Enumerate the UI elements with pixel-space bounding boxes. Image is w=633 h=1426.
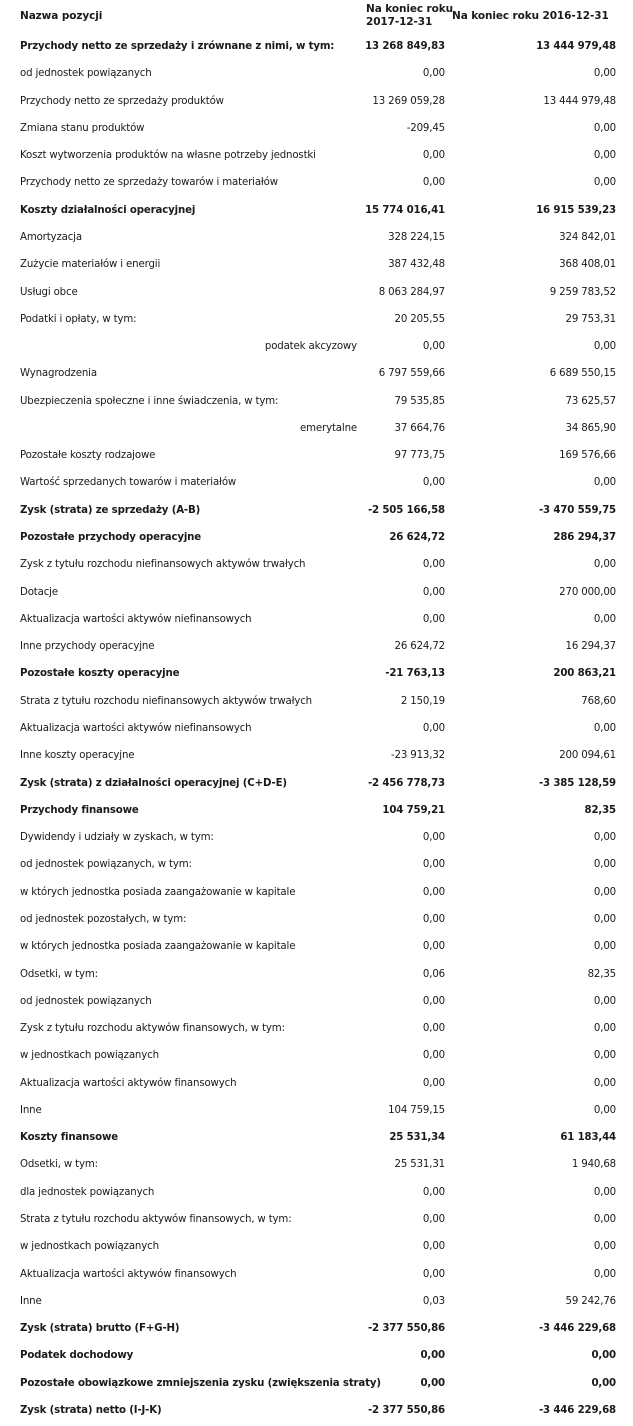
row-value-2017: 0,00 xyxy=(422,1078,445,1089)
row-label: Przychody netto ze sprzedaży i zrównane z nimi, w tym: xyxy=(20,41,335,52)
table-row xyxy=(0,150,633,166)
row-value-2016: 34 865,90 xyxy=(565,423,616,434)
table-row xyxy=(0,805,633,821)
row-value-2017: 387 432,48 xyxy=(388,259,445,270)
row-value-2016: 0,00 xyxy=(593,1241,616,1252)
row-value-2016: 0,00 xyxy=(593,614,616,625)
row-value-2017: 328 224,15 xyxy=(388,232,445,243)
row-value-2016: 16 294,37 xyxy=(565,641,616,652)
row-value-2016: 0,00 xyxy=(593,1187,616,1198)
row-value-2017: -2 456 778,73 xyxy=(367,778,445,789)
header-col-2016: Na koniec roku 2016-12-31 xyxy=(452,10,609,22)
row-label: podatek akcyzowy xyxy=(264,341,357,352)
row-value-2016: 768,60 xyxy=(581,696,616,707)
table-row xyxy=(0,205,633,221)
row-value-2017: 0,03 xyxy=(422,1296,445,1307)
row-value-2017: 0,00 xyxy=(422,941,445,952)
row-label: Koszty działalności operacyjnej xyxy=(20,205,196,216)
row-value-2016: 0,00 xyxy=(593,941,616,952)
row-value-2016: 29 753,31 xyxy=(565,314,616,325)
row-label: Zysk (strata) brutto (F+G-H) xyxy=(20,1323,180,1334)
row-value-2017: 0,00 xyxy=(422,614,445,625)
row-value-2017: 26 624,72 xyxy=(394,641,445,652)
row-value-2017: 0,00 xyxy=(422,1241,445,1252)
table-row xyxy=(0,641,633,657)
row-value-2017: 0,00 xyxy=(422,150,445,161)
table-row xyxy=(0,41,633,57)
row-value-2017: 97 773,75 xyxy=(394,450,445,461)
row-value-2017: 0,00 xyxy=(422,477,445,488)
table-row xyxy=(0,832,633,848)
row-value-2017: 8 063 284,97 xyxy=(378,287,445,298)
row-value-2017: 104 759,15 xyxy=(388,1105,445,1116)
row-value-2016: 9 259 783,52 xyxy=(549,287,616,298)
row-value-2016: 0,00 xyxy=(593,1214,616,1225)
row-label: Podatki i opłaty, w tym: xyxy=(20,314,137,325)
row-value-2017: -21 763,13 xyxy=(385,668,445,679)
row-value-2017: 0,00 xyxy=(422,859,445,870)
table-row xyxy=(0,887,633,903)
row-value-2016: 82,35 xyxy=(587,969,616,980)
row-label: Pozostałe koszty operacyjne xyxy=(20,668,180,679)
row-value-2016: 59 242,76 xyxy=(565,1296,616,1307)
row-value-2016: 286 294,37 xyxy=(553,532,616,543)
row-label: Zysk (strata) z działalności operacyjnej (C+D-E) xyxy=(20,778,287,789)
row-label: Wynagrodzenia xyxy=(20,368,97,379)
row-label: Wartość sprzedanych towarów i materiałów xyxy=(20,477,237,488)
row-label: Aktualizacja wartości aktywów niefinansowych xyxy=(20,614,252,625)
row-value-2017: 0,00 xyxy=(422,341,445,352)
table-row xyxy=(0,68,633,84)
row-label: dla jednostek powiązanych xyxy=(20,1187,155,1198)
row-value-2017: 20 205,55 xyxy=(394,314,445,325)
row-label: Usługi obce xyxy=(20,287,78,298)
row-value-2017: 0,00 xyxy=(422,1269,445,1280)
row-value-2016: 0,00 xyxy=(593,123,616,134)
table-row xyxy=(0,1187,633,1203)
table-row xyxy=(0,996,633,1012)
table-row xyxy=(0,1132,633,1148)
table-row xyxy=(0,259,633,275)
row-value-2016: 73 625,57 xyxy=(565,396,616,407)
row-label: Koszt wytworzenia produktów na własne potrzeby jednostki xyxy=(20,150,316,161)
table-row xyxy=(0,1323,633,1339)
table-row xyxy=(0,1105,633,1121)
table-row xyxy=(0,559,633,575)
table-row xyxy=(0,532,633,548)
row-label: Pozostałe koszty rodzajowe xyxy=(20,450,156,461)
row-value-2017: 104 759,21 xyxy=(382,805,445,816)
row-label: w których jednostka posiada zaangażowanie w kapitale xyxy=(20,941,296,952)
table-row xyxy=(0,859,633,875)
row-value-2017: 26 624,72 xyxy=(389,532,445,543)
row-value-2017: 0,00 xyxy=(422,887,445,898)
row-label: Dywidendy i udziały w zyskach, w tym: xyxy=(20,832,214,843)
row-label: Przychody finansowe xyxy=(20,805,139,816)
row-label: Ubezpieczenia społeczne i inne świadczenia, w tym: xyxy=(20,396,279,407)
row-value-2016: 169 576,66 xyxy=(559,450,616,461)
row-label: Inne xyxy=(20,1296,42,1307)
row-value-2017: 13 268 849,83 xyxy=(365,41,445,52)
row-label: Inne xyxy=(20,1105,42,1116)
row-value-2016: 0,00 xyxy=(591,1378,616,1389)
row-value-2017: 25 531,34 xyxy=(389,1132,445,1143)
row-value-2017: 6 797 559,66 xyxy=(378,368,445,379)
table-row xyxy=(0,450,633,466)
table-row xyxy=(0,1378,633,1394)
table-row xyxy=(0,723,633,739)
row-value-2017: 13 269 059,28 xyxy=(372,96,445,107)
row-label: Zysk z tytułu rozchodu aktywów finansowych, w tym: xyxy=(20,1023,285,1034)
row-value-2017: 0,00 xyxy=(422,914,445,925)
table-row xyxy=(0,668,633,684)
table-row xyxy=(0,614,633,630)
row-label: od jednostek pozostałych, w tym: xyxy=(20,914,187,925)
row-value-2017: 0,00 xyxy=(422,1050,445,1061)
row-label: w jednostkach powiązanych xyxy=(20,1050,159,1061)
row-value-2016: 270 000,00 xyxy=(559,587,616,598)
row-value-2016: 0,00 xyxy=(593,150,616,161)
row-value-2016: 324 842,01 xyxy=(559,232,616,243)
table-row xyxy=(0,750,633,766)
row-value-2016: 1 940,68 xyxy=(571,1159,616,1170)
row-label: Zużycie materiałów i energii xyxy=(20,259,161,270)
row-value-2016: -3 470 559,75 xyxy=(538,505,616,516)
row-label: Podatek dochodowy xyxy=(20,1350,134,1361)
table-row xyxy=(0,341,633,357)
row-value-2016: 0,00 xyxy=(593,1023,616,1034)
table-row xyxy=(0,423,633,439)
row-value-2016: 0,00 xyxy=(593,477,616,488)
row-value-2017: -2 377 550,86 xyxy=(367,1323,445,1334)
row-label: Inne koszty operacyjne xyxy=(20,750,135,761)
row-label: Aktualizacja wartości aktywów finansowych xyxy=(20,1078,237,1089)
row-value-2016: -3 385 128,59 xyxy=(538,778,616,789)
table-row xyxy=(0,477,633,493)
row-value-2017: 37 664,76 xyxy=(394,423,445,434)
row-value-2017: 0,00 xyxy=(422,559,445,570)
row-value-2017: 0,00 xyxy=(422,587,445,598)
table-row xyxy=(0,177,633,193)
table-row xyxy=(0,287,633,303)
table-row xyxy=(0,969,633,985)
row-value-2016: -3 446 229,68 xyxy=(538,1405,616,1416)
table-row xyxy=(0,368,633,384)
table-row xyxy=(0,96,633,112)
table-row xyxy=(0,696,633,712)
row-value-2017: 0,00 xyxy=(422,996,445,1007)
row-value-2016: 0,00 xyxy=(593,1269,616,1280)
table-row xyxy=(0,1296,633,1312)
row-value-2016: 0,00 xyxy=(593,1105,616,1116)
row-value-2017: 0,00 xyxy=(422,1187,445,1198)
row-value-2016: 0,00 xyxy=(593,68,616,79)
row-value-2016: 82,35 xyxy=(584,805,616,816)
table-row xyxy=(0,587,633,603)
row-label: Zmiana stanu produktów xyxy=(20,123,145,134)
row-value-2016: 0,00 xyxy=(593,177,616,188)
table-row xyxy=(0,1078,633,1094)
row-label: Odsetki, w tym: xyxy=(20,969,98,980)
row-value-2017: 15 774 016,41 xyxy=(365,205,445,216)
row-value-2017: 79 535,85 xyxy=(394,396,445,407)
row-value-2017: 25 531,31 xyxy=(394,1159,445,1170)
table-row xyxy=(0,396,633,412)
row-value-2016: 0,00 xyxy=(593,341,616,352)
row-label: Strata z tytułu rozchodu niefinansowych aktywów trwałych xyxy=(20,696,312,707)
row-label: w których jednostka posiada zaangażowanie w kapitale xyxy=(20,887,296,898)
row-label: Strata z tytułu rozchodu aktywów finansowych, w tym: xyxy=(20,1214,292,1225)
row-value-2017: 0,00 xyxy=(422,1214,445,1225)
row-label: od jednostek powiązanych, w tym: xyxy=(20,859,192,870)
row-label: Amortyzacja xyxy=(20,232,82,243)
row-value-2017: 0,00 xyxy=(422,177,445,188)
row-value-2016: 0,00 xyxy=(593,887,616,898)
row-value-2016: 0,00 xyxy=(593,832,616,843)
row-value-2016: 0,00 xyxy=(593,996,616,1007)
row-label: Dotacje xyxy=(20,587,58,598)
row-value-2016: 0,00 xyxy=(591,1350,616,1361)
row-value-2017: 0,00 xyxy=(420,1350,445,1361)
table-row xyxy=(0,123,633,139)
row-label: Pozostałe przychody operacyjne xyxy=(20,532,202,543)
table-row xyxy=(0,1023,633,1039)
table-row xyxy=(0,941,633,957)
row-value-2016: 6 689 550,15 xyxy=(549,368,616,379)
row-value-2016: 0,00 xyxy=(593,1050,616,1061)
row-value-2016: 200 863,21 xyxy=(553,668,616,679)
table-row xyxy=(0,232,633,248)
row-label: od jednostek powiązanych xyxy=(20,68,152,79)
table-row xyxy=(0,505,633,521)
row-value-2016: 0,00 xyxy=(593,914,616,925)
row-label: Aktualizacja wartości aktywów niefinansowych xyxy=(20,723,252,734)
row-label: Koszty finansowe xyxy=(20,1132,119,1143)
table-row xyxy=(0,1050,633,1066)
table-row xyxy=(0,1241,633,1257)
row-value-2016: 368 408,01 xyxy=(559,259,616,270)
row-label: Odsetki, w tym: xyxy=(20,1159,98,1170)
row-value-2017: 0,00 xyxy=(422,832,445,843)
row-label: Przychody netto ze sprzedaży towarów i materiałów xyxy=(20,177,278,188)
row-value-2017: 0,00 xyxy=(422,723,445,734)
row-label: w jednostkach powiązanych xyxy=(20,1241,159,1252)
table-row xyxy=(0,1269,633,1285)
row-value-2016: 0,00 xyxy=(593,859,616,870)
row-label: Pozostałe obowiązkowe zmniejszenia zysku (zwiększenia straty) xyxy=(20,1378,381,1389)
row-value-2016: 61 183,44 xyxy=(560,1132,616,1143)
table-row xyxy=(0,1214,633,1230)
row-value-2016: 13 444 979,48 xyxy=(536,41,616,52)
row-value-2016: 0,00 xyxy=(593,559,616,570)
row-label: emerytalne xyxy=(300,423,357,434)
table-row xyxy=(0,914,633,930)
row-value-2017: -209,45 xyxy=(406,123,445,134)
row-value-2016: 200 094,61 xyxy=(559,750,616,761)
header-name-label: Nazwa pozycji xyxy=(20,10,103,22)
table-row xyxy=(0,1159,633,1175)
row-label: Aktualizacja wartości aktywów finansowych xyxy=(20,1269,237,1280)
row-value-2016: 16 915 539,23 xyxy=(536,205,616,216)
header-col-2017-line2: 2017-12-31 xyxy=(366,16,433,28)
row-label: od jednostek powiązanych xyxy=(20,996,152,1007)
table-row xyxy=(0,1350,633,1366)
row-label: Zysk (strata) ze sprzedaży (A-B) xyxy=(20,505,201,516)
table-row xyxy=(0,314,633,330)
row-value-2016: 0,00 xyxy=(593,1078,616,1089)
row-value-2016: 13 444 979,48 xyxy=(543,96,616,107)
row-value-2017: -23 913,32 xyxy=(390,750,445,761)
row-value-2017: 0,00 xyxy=(422,1023,445,1034)
table-row xyxy=(0,1405,633,1421)
row-label: Zysk (strata) netto (I-J-K) xyxy=(20,1405,162,1416)
row-label: Zysk z tytułu rozchodu niefinansowych aktywów trwałych xyxy=(20,559,306,570)
header-col-2017-line1: Na koniec roku xyxy=(366,3,453,15)
row-value-2016: 0,00 xyxy=(593,723,616,734)
row-value-2017: 0,00 xyxy=(420,1378,445,1389)
row-label: Przychody netto ze sprzedaży produktów xyxy=(20,96,224,107)
row-label: Inne przychody operacyjne xyxy=(20,641,155,652)
row-value-2017: -2 377 550,86 xyxy=(367,1405,445,1416)
row-value-2017: 2 150,19 xyxy=(400,696,445,707)
row-value-2017: -2 505 166,58 xyxy=(367,505,445,516)
row-value-2016: -3 446 229,68 xyxy=(538,1323,616,1334)
row-value-2017: 0,00 xyxy=(422,68,445,79)
row-value-2017: 0,06 xyxy=(422,969,445,980)
table-row xyxy=(0,778,633,794)
